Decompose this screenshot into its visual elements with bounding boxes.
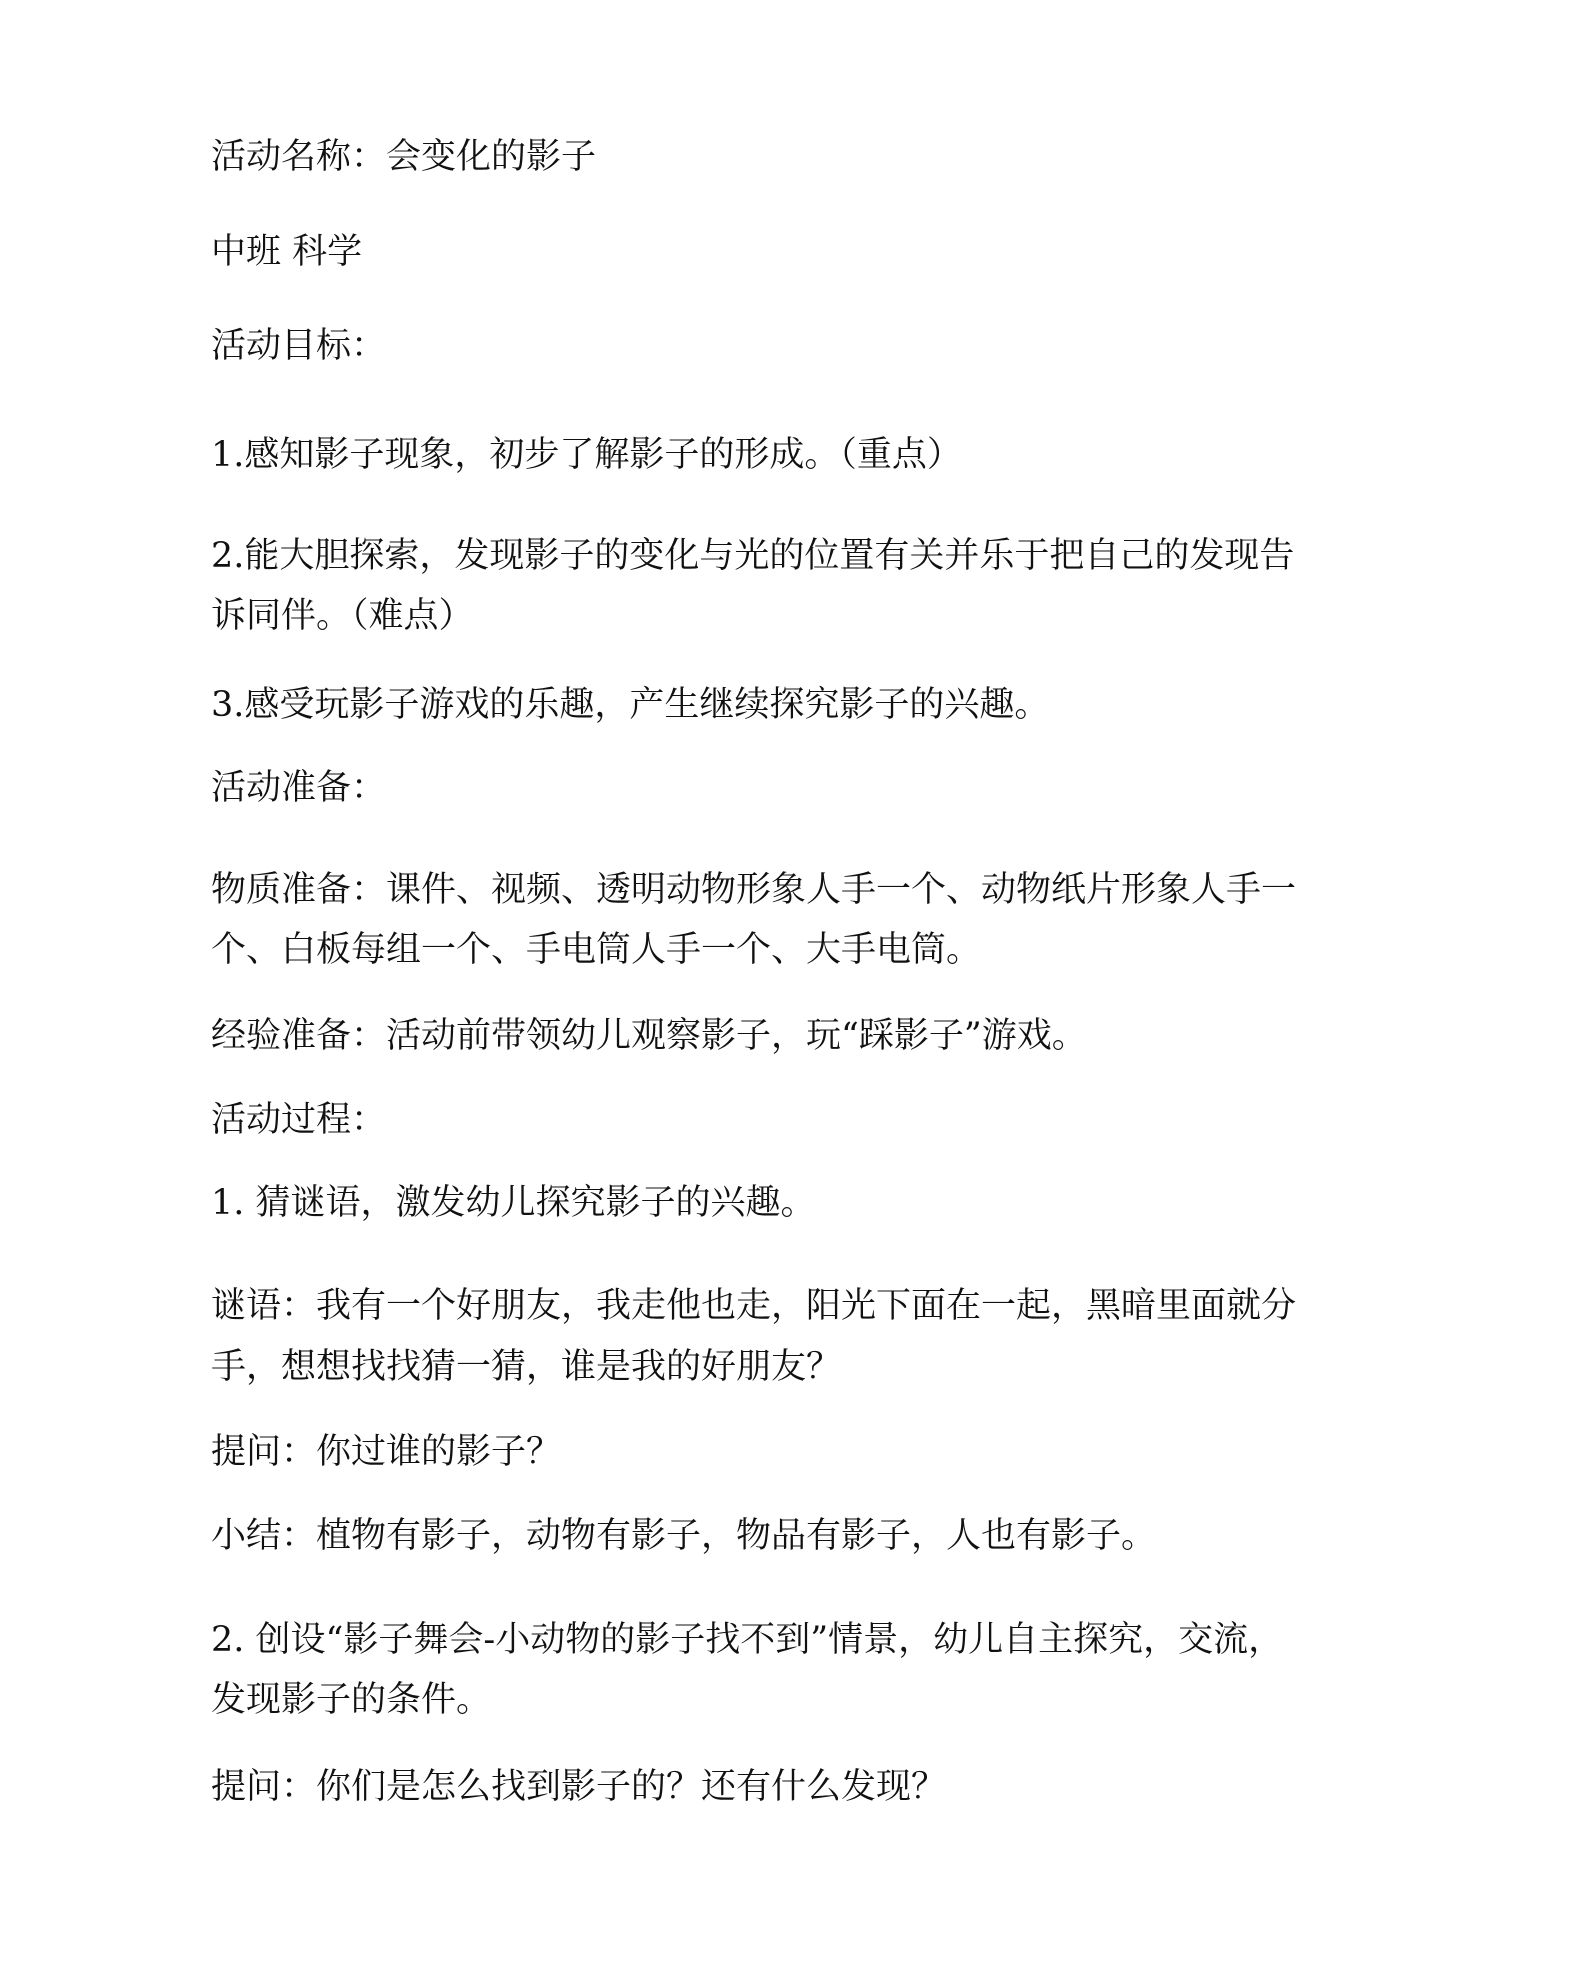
summary-1: 小结：植物有影子，动物有影子，物品有影子，人也有影子。	[211, 1516, 1157, 1556]
question-1: 提问：你过谁的影子？	[211, 1432, 562, 1472]
question-2: 提问：你们是怎么找到影子的？还有什么发现？	[211, 1767, 947, 1807]
process-heading: 活动过程：	[211, 1100, 387, 1140]
activity-title: 活动名称：会变化的影子	[211, 137, 597, 177]
experience-prep: 经验准备：活动前带领幼儿观察影子，玩“踩影子”游戏。	[211, 1016, 1087, 1056]
preparation-heading: 活动准备：	[211, 768, 387, 808]
material-prep-line-2: 个、白板每组一个、手电筒人手一个、大手电筒。	[211, 930, 982, 970]
riddle-line-2: 手，想想找找猜一猜，谁是我的好朋友？	[211, 1347, 842, 1387]
class-subject: 中班 科学	[211, 232, 363, 272]
step-2-line-2: 发现影子的条件。	[211, 1680, 492, 1720]
material-prep-line-1: 物质准备：课件、视频、透明动物形象人手一个、动物纸片形象人手一	[211, 870, 1297, 910]
goals-heading: 活动目标：	[211, 326, 387, 366]
goal-1: 1.感知影子现象，初步了解影子的形成。（重点）	[211, 435, 962, 475]
goal-3: 3.感受玩影子游戏的乐趣，产生继续探究影子的兴趣。	[211, 685, 1050, 725]
goal-2-line-2: 诉同伴。（难点）	[211, 596, 474, 636]
step-2-line-1: 2. 创设“影子舞会-小动物的影子找不到”情景，幼儿自主探究，交流，	[211, 1620, 1284, 1660]
riddle-line-1: 谜语：我有一个好朋友，我走他也走，阳光下面在一起，黑暗里面就分	[211, 1286, 1297, 1326]
goal-2-line-1: 2.能大胆探索，发现影子的变化与光的位置有关并乐于把自己的发现告	[211, 536, 1295, 576]
step-1: 1. 猜谜语，激发幼儿探究影子的兴趣。	[211, 1183, 816, 1223]
